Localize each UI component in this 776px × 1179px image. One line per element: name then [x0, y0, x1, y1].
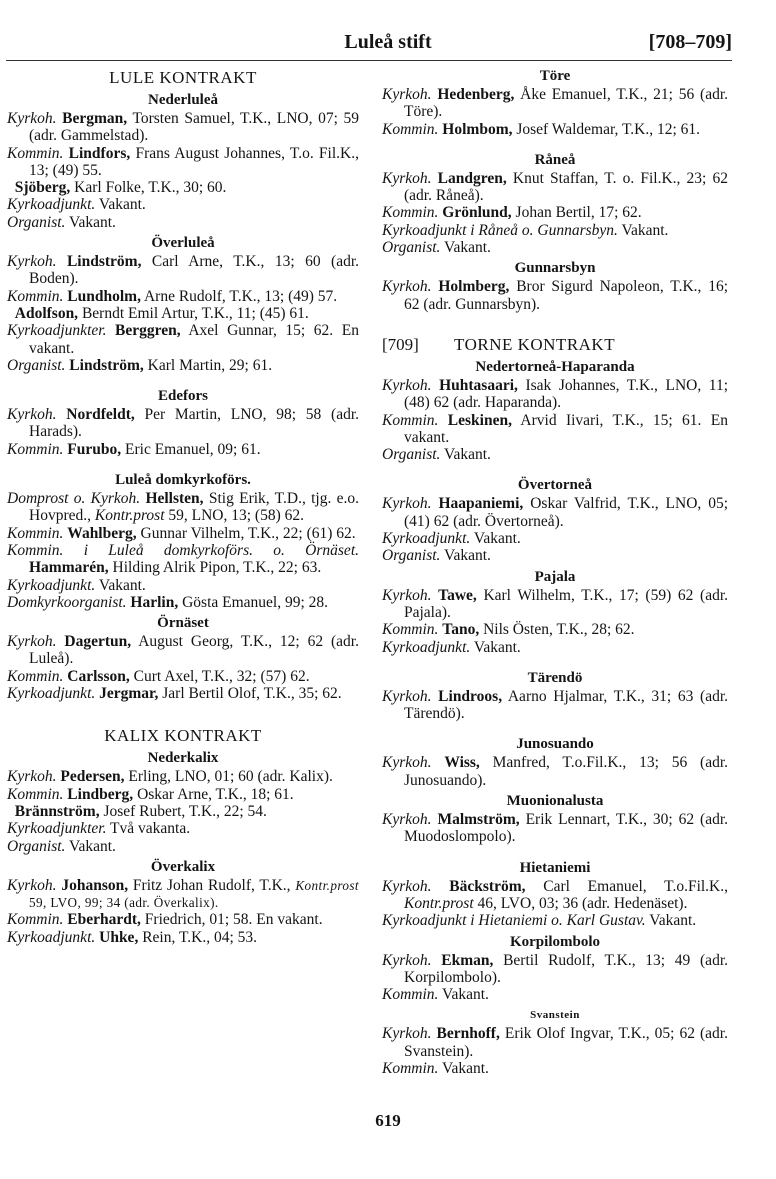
entry-text: Eric Emanuel, 09; 61.: [121, 440, 261, 458]
entry: [382, 621, 728, 638]
entry-role: Kommin.: [7, 667, 64, 685]
entry-role: Kommin.: [382, 621, 439, 639]
entry-text: Vakant.: [65, 213, 116, 231]
entry-name: Bäckström,: [449, 877, 526, 895]
entry-name: Sjöberg,: [14, 179, 71, 197]
entry-text: Fritz Johan Rudolf, T.K.,: [128, 876, 296, 894]
entry-text: Vakant.: [438, 986, 489, 1004]
entry: [382, 222, 728, 239]
parish-heading: Tärendö: [527, 669, 583, 686]
entry-text: Karl Martin, 29; 61.: [143, 356, 273, 374]
entry-role: Kyrkoadjunkter.: [7, 820, 107, 838]
entry-text: Erling, LNO, 01; 60 (adr. Kalix).: [124, 768, 333, 786]
page-number: 619: [375, 1111, 401, 1130]
entry: [7, 525, 359, 542]
entry: [7, 685, 359, 702]
entry-text: Vakant.: [645, 912, 697, 930]
entry-text: Rein, T.K., 04; 53.: [138, 928, 258, 946]
entry-text: Oskar Valfrid, T.K., LNO, 05; (41) 62 (adr. Övertorneå).: [404, 495, 729, 530]
entry: [7, 542, 359, 577]
entry-name: Tano,: [442, 621, 480, 639]
entry-name: Wahlberg,: [67, 524, 137, 542]
entry-role: Kyrkoadjunkt i Råneå o. Gunnarsbyn.: [382, 221, 618, 239]
parish-heading: Överluleå: [151, 235, 215, 252]
entry-role: Kyrkoh.: [382, 278, 432, 296]
entry-name: Pedersen,: [60, 768, 125, 786]
running-title: Luleå stift: [344, 31, 432, 53]
entry-name: Holmberg,: [438, 278, 510, 296]
entry: [382, 278, 728, 313]
entry-text: Jarl Bertil Olof, T.K., 35; 62.: [158, 685, 342, 703]
entry-name: Lindberg,: [67, 785, 134, 803]
entry-role: Kyrkoadjunkt i Hietaniemi o. Karl Gustav.: [382, 912, 646, 930]
entry-text: 59, LVO, 99; 34 (adr. Överkalix).: [29, 895, 219, 911]
entry-role: Kommin.: [382, 120, 439, 138]
entry-role: Kyrkoh.: [382, 754, 432, 772]
entry-name: Lindström,: [66, 253, 142, 271]
entry-name: Jergmar,: [99, 685, 159, 703]
parish-heading: Nederluleå: [148, 92, 218, 108]
kontrakt-title-row: [382, 335, 728, 355]
entry-text: Hilding Alrik Pipon, T.K., 22; 63.: [108, 559, 322, 577]
entry: [7, 577, 359, 594]
entry-text: Bertil Rudolf, T.K., 13; 49 (adr. Korpilombolo).: [404, 951, 728, 986]
entry-role: Kyrkoh.: [382, 1025, 432, 1043]
entry-name: Harlin,: [130, 593, 179, 611]
entry-text: Två vakanta.: [106, 820, 191, 838]
entry: [7, 145, 359, 180]
parish-heading: Örnäset: [157, 615, 209, 632]
left-column: [7, 68, 359, 946]
entry: [7, 288, 359, 305]
entry-name: Lindström,: [69, 356, 144, 374]
kontraktsprost-label: Kontr.prost: [404, 894, 474, 912]
parish-heading: Gunnarsbyn: [514, 260, 596, 277]
entry: [382, 86, 728, 121]
entry-text: Isak Johannes, T.K., LNO, 11; (48) 62 (adr. Haparanda).: [404, 376, 729, 412]
entry-text: Manfred, T.o.Fil.K., 13; 56 (adr. Junosuando).: [404, 754, 729, 789]
entry-role: Kyrkoh.: [382, 376, 432, 394]
entry-name: Hellsten,: [145, 490, 204, 508]
entry: [382, 1025, 728, 1060]
entry-text: Berndt Emil Artur, T.K., 11; (45) 61.: [78, 304, 309, 322]
entry-text: Vakant.: [440, 239, 491, 257]
entry: [7, 357, 359, 374]
parish-heading: Muonionalusta: [506, 793, 604, 810]
entry-text: Vakant.: [440, 547, 491, 565]
entry: [7, 838, 359, 855]
entry-name: Tawe,: [438, 586, 477, 604]
entry-role: Kommin.: [382, 1059, 439, 1077]
kontraktsprost-label: Kontr.prost: [295, 877, 359, 893]
entry: [7, 633, 359, 668]
entry-role: Kommin. i Luleå domkyrkoförs. o. Örnäset.: [7, 541, 359, 559]
entry-text: Stig Erik, T.D., tjg. e.o. Hovpred.,: [29, 490, 360, 525]
entry-text: Erik Olof Ingvar, T.K., 05; 62 (adr. Svanstein).: [404, 1025, 728, 1060]
entry-name: Uhke,: [99, 928, 139, 946]
entry-text: Vakant.: [65, 837, 116, 855]
kontrakt-title: KALIX KONTRAKT: [104, 726, 262, 746]
entry: [382, 1060, 728, 1077]
entry-text: Vakant.: [95, 576, 146, 594]
entry-name: Ekman,: [441, 951, 494, 969]
parish-heading: Nedertorneå-Haparanda: [475, 358, 635, 375]
entry-text: Karl Folke, T.K., 30; 60.: [70, 179, 227, 197]
entry-name: Bernhoff,: [436, 1025, 500, 1043]
entry-name: Holmbom,: [442, 120, 513, 138]
entry-role: Domprost o. Kyrkoh.: [7, 490, 141, 508]
parish-heading: Övertorneå: [517, 477, 593, 494]
entry-name: Nordfeldt,: [66, 406, 135, 424]
entry-role: Kyrkoh.: [382, 877, 432, 895]
entry-name: Johanson,: [61, 876, 129, 894]
entry: [382, 547, 728, 564]
entry-text: Gösta Emanuel, 99; 28.: [178, 593, 329, 611]
parish-heading: Nederkalix: [147, 750, 219, 767]
entry: [7, 786, 359, 803]
entry-role: Kyrkoh.: [7, 876, 57, 894]
entry-role: Organist.: [382, 547, 441, 565]
entry: [382, 878, 728, 913]
entry-role: Kyrkoh.: [382, 86, 432, 103]
entry: [7, 803, 359, 820]
entry-name: Hammarén,: [29, 559, 109, 577]
entry: [7, 253, 359, 288]
entry-role: Kommin.: [382, 986, 439, 1004]
entry-role: Kyrkoh.: [382, 687, 432, 705]
entry-text: Bror Sigurd Napoleon, T.K., 16; 62 (adr. Gunnarsbyn).: [404, 278, 729, 313]
entry: [382, 495, 728, 530]
entry: [7, 179, 359, 196]
entry-role: Kyrkoadjunkt.: [382, 530, 471, 548]
kontrakt-title: TORNE KONTRAKT: [454, 334, 616, 354]
page-range: [708–709]: [648, 31, 732, 53]
entry-role: Kommin.: [7, 911, 64, 929]
entry-name: Wiss,: [444, 754, 480, 772]
entry-name: Lindroos,: [438, 687, 503, 705]
entry-text: Vakant.: [440, 446, 491, 464]
entry-name: Berggren,: [115, 322, 181, 340]
entry-name: Brännström,: [14, 802, 100, 820]
entry: [7, 877, 359, 912]
entry-role: Kyrkoadjunkter.: [7, 322, 107, 340]
entry-text: Arvid Iivari, T.K., 15; 61. En vakant.: [404, 411, 728, 446]
entry-text: Arne Rudolf, T.K., 13; (49) 57.: [140, 287, 338, 305]
entry-text: Vakant.: [617, 221, 669, 239]
entry-text: Josef Waldemar, T.K., 12; 61.: [512, 120, 701, 138]
header-rule: [6, 60, 732, 61]
entry-text: Per Martin, LNO, 98; 58 (adr. Harads).: [29, 406, 360, 441]
entry-role: Organist.: [7, 213, 66, 231]
entry-name: Lindfors,: [68, 144, 131, 162]
entry-role: Kommin.: [7, 524, 64, 542]
entry: [7, 322, 359, 357]
entry-role: Kyrkoh.: [7, 633, 57, 651]
entry: [7, 929, 359, 946]
entry: [382, 204, 728, 221]
parish-heading: Svanstein: [530, 1009, 580, 1022]
kontrakt-title: LULE KONTRAKT: [109, 68, 257, 87]
right-column: [382, 68, 728, 1077]
entry-name: Lundholm,: [67, 287, 141, 305]
entry-role: Domkyrkoorganist.: [7, 593, 127, 611]
entry-text: Carl Emanuel, T.o.Fil.K.,: [525, 877, 728, 895]
parish-heading: Korpilombolo: [509, 933, 600, 950]
entry: [382, 754, 728, 789]
entry-text: Frans August Johannes, T.o. Fil.K., 13; (49) 55.: [29, 144, 359, 179]
entry: [382, 811, 728, 846]
entry-text: Axel Gunnar, 15; 62. En vakant.: [29, 322, 359, 357]
entry-role: Kyrkoadjunkt.: [7, 685, 96, 703]
entry-role: Kyrkoh.: [7, 110, 57, 127]
entry-text: Vakant.: [95, 196, 146, 214]
entry-text: Åke Emanuel, T.K., 21; 56 (adr. Töre).: [404, 86, 728, 121]
entry-name: Haapaniemi,: [438, 495, 524, 513]
entry-text: Vakant.: [470, 530, 521, 548]
entry: [7, 196, 359, 213]
parish-heading: Töre: [539, 68, 571, 84]
entry-text: Friedrich, 01; 58. En vakant.: [140, 911, 323, 929]
entry-text: Nils Östen, T.K., 28; 62.: [479, 621, 635, 639]
entry: [7, 820, 359, 837]
entry-name: Huhtasaari,: [439, 376, 518, 394]
entry-text: 46, LVO, 03; 36 (adr. Hedenäset).: [473, 894, 688, 912]
entry-text: Johan Bertil, 17; 62.: [511, 204, 642, 222]
entry-text: Josef Rubert, T.K., 22; 54.: [99, 802, 267, 820]
entry-role: Kyrkoh.: [7, 253, 57, 271]
entry-name: Leskinen,: [447, 411, 512, 429]
entry-name: Bergman,: [62, 110, 128, 127]
parish-heading: Överkalix: [150, 858, 216, 875]
entry-text: Knut Staffan, T. o. Fil.K., 23; 62 (adr. Råneå).: [404, 169, 729, 205]
entry: [7, 768, 359, 785]
kontraktsprost-label: Kontr.prost: [94, 507, 165, 525]
entry-text: Carl Arne, T.K., 13; 60 (adr. Boden).: [29, 253, 360, 288]
parish-heading: Luleå domkyrkoförs.: [115, 472, 251, 489]
entry-name: Grönlund,: [442, 204, 512, 222]
parish-heading: Hietaniemi: [519, 859, 591, 876]
entry-name: Malmström,: [437, 811, 520, 829]
entry-text: Torsten Samuel, T.K., LNO, 07; 59 (adr. Gammelstad).: [29, 110, 360, 145]
entry: [382, 239, 728, 256]
entry-text: Erik Lennart, T.K., 30; 62 (adr. Muodoslompolo).: [404, 811, 728, 846]
entry: [7, 911, 359, 928]
entry: [7, 441, 359, 458]
entry: [382, 688, 728, 723]
entry-name: Carlsson,: [67, 667, 130, 685]
entry-role: Kommin.: [7, 785, 64, 803]
entry: [382, 170, 728, 205]
entry-role: Kommin.: [7, 287, 64, 305]
entry: [382, 986, 728, 1003]
entry-role: Kommin.: [7, 144, 64, 162]
entry: [7, 668, 359, 685]
parish-heading: Råneå: [534, 151, 576, 168]
parish-heading: Edefors: [158, 388, 208, 405]
entry-text: Oskar Arne, T.K., 18; 61.: [133, 785, 294, 803]
entry: [382, 377, 728, 412]
entry-name: Furubo,: [67, 440, 122, 458]
entry-name: Eberhardt,: [67, 911, 141, 929]
entry-role: Kommin.: [382, 204, 439, 222]
entry-role: Kommin.: [7, 440, 64, 458]
entry: [382, 446, 728, 463]
entry: [382, 912, 728, 929]
entry-role: Kyrkoadjunkt.: [7, 928, 96, 946]
entry-role: Kyrkoh.: [7, 768, 57, 786]
entry-role: Organist.: [382, 446, 441, 464]
entry-name: Dagertun,: [64, 633, 132, 651]
entry-text: Curt Axel, T.K., 32; (57) 62.: [129, 667, 310, 685]
entry-text: August Georg, T.K., 12; 62 (adr. Luleå).: [29, 633, 359, 668]
entry-role: Kommin.: [382, 411, 439, 429]
entry-text: 59, LNO, 13; (58) 62.: [164, 507, 305, 525]
entry-text: Vakant.: [470, 638, 521, 656]
entry-role: Kyrkoadjunkt.: [382, 638, 471, 656]
entry-name: Hedenberg,: [437, 86, 515, 103]
entry-role: Kyrkoh.: [382, 169, 432, 187]
entry-text: Karl Wilhelm, T.K., 17; (59) 62 (adr. Pajala).: [404, 586, 729, 621]
entry-role: Kyrkoh.: [382, 495, 432, 513]
entry-role: Kyrkoadjunkt.: [7, 196, 96, 214]
entry: [382, 587, 728, 622]
entry: [7, 406, 359, 441]
entry: [382, 952, 728, 987]
entry-role: Kyrkoh.: [382, 951, 432, 969]
page-marker: [709]: [382, 334, 419, 354]
entry-role: Organist.: [382, 239, 441, 257]
entry-text: Vakant.: [438, 1059, 489, 1077]
entry: [7, 490, 359, 525]
entry: [382, 412, 728, 447]
parish-heading: Pajala: [534, 568, 576, 585]
parish-heading: Junosuando: [516, 736, 594, 753]
entry: [7, 110, 359, 145]
entry: [382, 530, 728, 547]
entry: [7, 594, 359, 611]
entry-role: Organist.: [7, 356, 66, 374]
entry-name: Adolfson,: [14, 304, 79, 322]
entry: [7, 305, 359, 322]
entry-role: Kyrkoadjunkt.: [7, 576, 96, 594]
entry-role: Organist.: [7, 837, 66, 855]
entry: [382, 121, 728, 138]
entry-text: Aarno Hjalmar, T.K., 31; 63 (adr. Tärendö).: [404, 687, 729, 723]
entry: [382, 639, 728, 656]
entry: [7, 214, 359, 231]
entry-role: Kyrkoh.: [382, 811, 432, 829]
entry-text: Gunnar Vilhelm, T.K., 22; (61) 62.: [136, 524, 356, 542]
entry-role: Kyrkoh.: [7, 406, 57, 424]
entry-role: Kyrkoh.: [382, 586, 432, 604]
entry-name: Landgren,: [437, 169, 507, 187]
